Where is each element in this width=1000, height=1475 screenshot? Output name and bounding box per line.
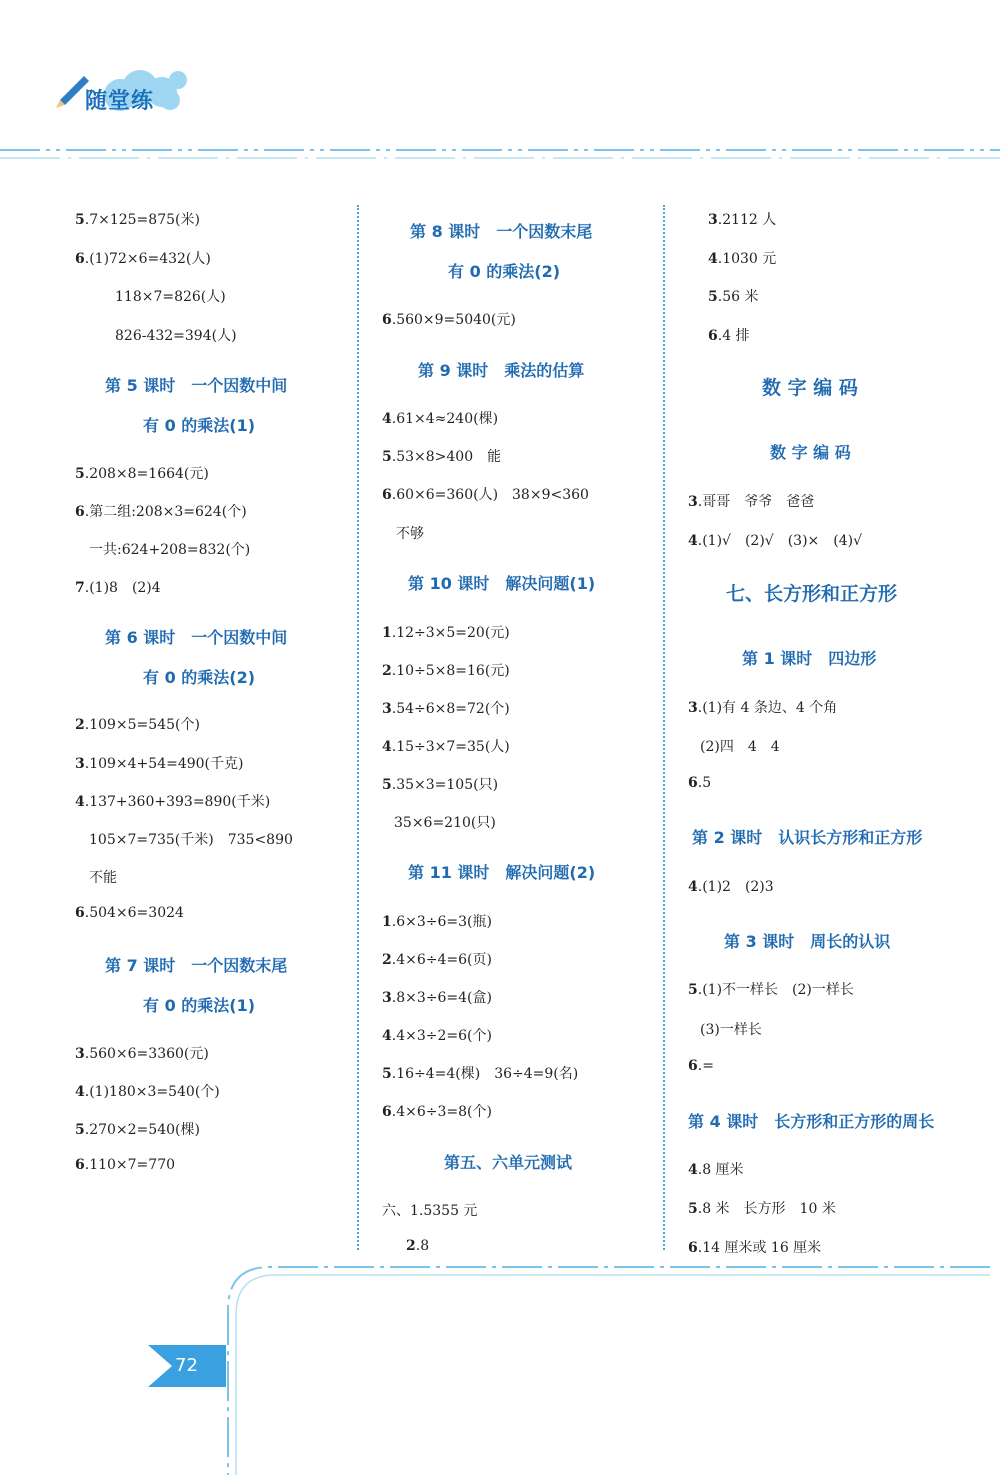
answer-line: 2.4×6÷4=6(页) <box>382 952 492 968</box>
answer-line: 不能 <box>89 870 117 886</box>
answer-line: 6.560×9=5040(元) <box>382 312 516 328</box>
answer-line: 6.4×6÷3=8(个) <box>382 1104 492 1120</box>
answer-line: 2.109×5=545(个) <box>75 717 200 733</box>
answer-line: 2.10÷5×8=16(元) <box>382 663 510 679</box>
answer-line: 35×6=210(只) <box>394 815 496 831</box>
section-heading: 第 5 课时 一个因数中间 <box>105 376 288 395</box>
footer-decoration <box>0 1255 1000 1475</box>
section-heading: 有 0 的乘法(2) <box>143 668 256 687</box>
column-divider-1 <box>357 205 359 1250</box>
answer-line: 4.61×4≈240(棵) <box>382 411 499 427</box>
section-heading: 第 9 课时 乘法的估算 <box>418 361 585 380</box>
answer-line: 3.2112 人 <box>708 212 777 228</box>
answer-line: 4.8 厘米 <box>688 1162 744 1178</box>
answer-line: 3.109×4+54=490(千克) <box>75 756 244 772</box>
section-heading: 第 3 课时 周长的认识 <box>724 932 891 951</box>
answer-line: 6.14 厘米或 16 厘米 <box>688 1240 822 1256</box>
section-heading: 第五、六单元测试 <box>444 1153 573 1172</box>
answer-line: 4.4×3÷2=6(个) <box>382 1028 492 1044</box>
answer-line: 4.(1)180×3=540(个) <box>75 1084 220 1100</box>
answer-line: 3.8×3÷6=4(盒) <box>382 990 492 1006</box>
answer-line: 3.54÷6×8=72(个) <box>382 701 510 717</box>
answer-line: 2.8 <box>406 1238 430 1254</box>
answer-line: 一共:624+208=832(个) <box>89 542 251 558</box>
section-heading: 第 8 课时 一个因数末尾 <box>410 222 593 241</box>
section-heading: 第 6 课时 一个因数中间 <box>105 628 288 647</box>
answer-line: 5.270×2=540(棵) <box>75 1122 200 1138</box>
section-heading: 七、长方形和正方形 <box>726 583 898 605</box>
answer-line: (2)四 4 4 <box>700 739 780 755</box>
section-heading: 第 10 课时 解决问题(1) <box>408 574 596 593</box>
answer-line: 4.(1)2 (2)3 <box>688 879 774 895</box>
section-heading: 第 1 课时 四边形 <box>742 649 877 668</box>
section-heading: 有 0 的乘法(1) <box>143 416 256 435</box>
answer-line: 1.6×3÷6=3(瓶) <box>382 914 492 930</box>
answer-line: 5.(1)不一样长 (2)一样长 <box>688 982 854 998</box>
answer-line: 3.(1)有 4 条边、4 个角 <box>688 700 838 716</box>
answer-line: 不够 <box>396 526 424 542</box>
page-number: 72 <box>175 1355 198 1376</box>
section-heading: 第 7 课时 一个因数末尾 <box>105 956 288 975</box>
answer-line: 5.8 米 长方形 10 米 <box>688 1201 836 1217</box>
section-heading: 数 字 编 码 <box>770 443 851 462</box>
answer-line: 6.504×6=3024 <box>75 905 184 921</box>
answer-line: 6.4 排 <box>708 328 750 344</box>
answer-line: (3)一样长 <box>700 1022 762 1038</box>
section-heading: 第 4 课时 长方形和正方形的周长 <box>688 1112 935 1131</box>
answer-line: 6.= <box>688 1058 714 1074</box>
answer-line: 6.60×6=360(人) 38×9<360 <box>382 487 589 503</box>
answer-line: 1.12÷3×5=20(元) <box>382 625 510 641</box>
section-heading: 第 2 课时 认识长方形和正方形 <box>692 828 923 847</box>
answer-line: 3.哥哥 爷爷 爸爸 <box>688 494 815 510</box>
answer-line: 5.208×8=1664(元) <box>75 466 209 482</box>
answer-line: 3.560×6=3360(元) <box>75 1046 209 1062</box>
section-heading: 数 字 编 码 <box>762 377 858 399</box>
answer-line: 4.1030 元 <box>708 251 777 267</box>
section-heading: 第 11 课时 解决问题(2) <box>408 863 596 882</box>
answer-line: 118×7=826(人) <box>115 289 226 305</box>
logo-text: 随堂练 <box>85 89 155 114</box>
section-heading: 有 0 的乘法(1) <box>143 996 256 1015</box>
answer-line: 4.(1)√ (2)√ (3)× (4)√ <box>688 533 863 549</box>
answer-line: 7.(1)8 (2)4 <box>75 580 161 596</box>
column-divider-2 <box>663 205 665 1250</box>
answer-line: 4.15÷3×7=35(人) <box>382 739 510 755</box>
section-heading: 有 0 的乘法(2) <box>448 262 561 281</box>
answer-line: 六、1.5355 元 <box>382 1203 478 1219</box>
answer-line: 105×7=735(千米) 735<890 <box>89 832 293 848</box>
answer-line: 5.56 米 <box>708 289 759 305</box>
answer-line: 6.5 <box>688 775 712 791</box>
answer-line: 5.16÷4=4(棵) 36÷4=9(名) <box>382 1066 579 1082</box>
answer-line: 6.110×7=770 <box>75 1157 176 1173</box>
answer-line: 5.53×8>400 能 <box>382 449 502 465</box>
answer-line: 5.7×125=875(米) <box>75 212 200 228</box>
answer-line: 6.第二组:208×3=624(个) <box>75 504 247 520</box>
answer-line: 5.35×3=105(只) <box>382 777 499 793</box>
answer-line: 4.137+360+393=890(千米) <box>75 794 271 810</box>
answer-line: 826-432=394(人) <box>115 328 237 344</box>
answer-line: 6.(1)72×6=432(人) <box>75 251 211 267</box>
